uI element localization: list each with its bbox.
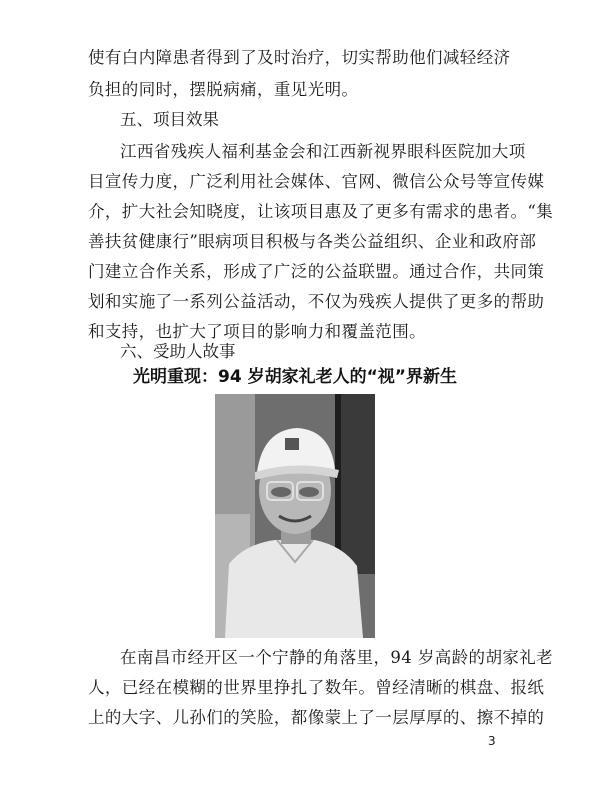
patient-photo	[215, 394, 375, 638]
paragraph-line: 善扶贫健康行”眼病项目积极与各类公益组织、企业和政府部	[88, 232, 537, 251]
paragraph-line: 上的大字、儿孙们的笑脸，都像蒙上了一层厚厚的、擦不掉的	[88, 708, 545, 727]
paragraph-line: 目宣传力度，广泛利用社会媒体、官网、微信公众号等宣传媒	[88, 172, 545, 191]
paragraph-line: 在南昌市经开区一个宁静的角落里，94 岁高龄的胡家礼老	[120, 648, 554, 667]
paragraph-line: 介，扩大社会知晓度，让该项目惠及了更多有需求的患者。“集	[88, 202, 554, 221]
patient-photo-illustration	[215, 394, 375, 638]
intro-line-2: 负担的同时，摆脱病痛，重见光明。	[88, 80, 359, 99]
paragraph-line: 门建立合作关系，形成了广泛的公益联盟。通过合作，共同策	[88, 262, 545, 281]
paragraph-line: 江西省残疾人福利基金会和江西新视界眼科医院加大项	[120, 142, 526, 161]
paragraph-line: 人，已经在模糊的世界里挣扎了数年。曾经清晰的棋盘、报纸	[88, 678, 545, 697]
paragraph-line: 和支持，也扩大了项目的影响力和覆盖范围。	[88, 322, 426, 341]
intro-line-1: 使有白内障患者得到了及时治疗，切实帮助他们减轻经济	[88, 48, 511, 67]
page-number: 3	[488, 734, 496, 748]
paragraph-line: 划和实施了一系列公益活动，不仅为残疾人提供了更多的帮助	[88, 292, 545, 311]
section-heading-stories: 六、受助人故事	[120, 342, 236, 361]
section-heading-effects: 五、项目效果	[120, 110, 219, 129]
story-title: 光明重现：94 岁胡家礼老人的“视”界新生	[133, 367, 457, 387]
